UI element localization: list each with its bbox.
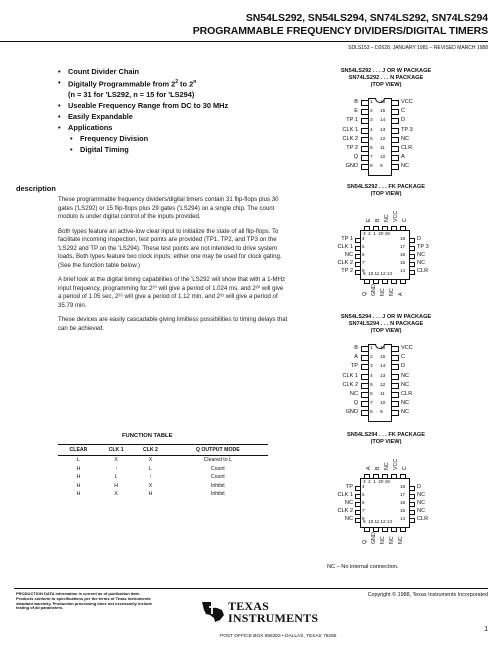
nc-note: NC – No internal connection. <box>327 564 399 570</box>
dip-pin-number: 4 <box>370 127 373 133</box>
dip-pin-label: NC <box>401 381 410 388</box>
dip-pin-label: E <box>354 108 358 115</box>
fk-pin <box>355 254 360 259</box>
fk-pin-number: 6 <box>362 252 365 257</box>
copyright: Copyright © 1988, Texas Instruments Incorporated <box>367 592 488 598</box>
fk-right-label: NC <box>417 500 426 506</box>
fk-pin <box>364 528 370 532</box>
feature-subitem: • Digital Timing <box>58 144 293 155</box>
fk-bottom-numbers: 9 10 11 12 13 <box>363 271 393 276</box>
ft-header: Q OUTPUT MODE <box>168 445 268 456</box>
ft-cell: Count <box>210 465 225 472</box>
ft-cell: H <box>148 491 153 498</box>
dip-pin <box>361 109 368 115</box>
fk-pin-number: 14 <box>400 516 406 521</box>
dip-pin-label: VCC <box>401 99 413 105</box>
texas-state-logo-icon <box>200 598 226 624</box>
fk-bottom-numbers: 9 10 11 12 13 <box>363 519 393 524</box>
fk-pin <box>355 518 360 523</box>
pkg3-caption: SN54LS294 . . . J OR W PACKAGE SN74LS294 . . . N PACKAGE (TOP VIEW) <box>340 314 432 334</box>
fk-pin <box>391 528 397 532</box>
fk-left-label: NC <box>344 516 353 522</box>
fk-left-label: CLK 1 <box>337 244 353 250</box>
pkg4-fk-diagram <box>316 444 466 544</box>
dip-pin <box>392 383 399 389</box>
fk-bottom-label: NC <box>398 536 404 544</box>
ft-cell: L <box>77 457 80 463</box>
fk-pin <box>410 246 415 251</box>
fk-pin <box>410 486 415 491</box>
dip-pin-number: 14 <box>380 118 386 124</box>
fk-right-label: CLR <box>417 516 429 522</box>
fk-top-label: NC <box>384 214 390 222</box>
ft-header: CLK 2 <box>133 445 167 456</box>
fk-right-label: NC <box>417 260 426 266</box>
pkg1-dip-diagram <box>316 96 456 176</box>
fk-pin-number: 7 <box>362 508 365 513</box>
fk-top-numbers: 3 2 1 20 19 <box>363 231 390 236</box>
ft-cell: X <box>114 491 118 498</box>
fk-right-label: D <box>417 484 422 490</box>
fk-bottom-label: NC <box>389 536 395 544</box>
dip-pin-label: C <box>401 354 406 361</box>
ft-row <box>58 482 268 491</box>
dip-pin-label: B <box>354 99 358 105</box>
ft-cell: X <box>148 457 153 463</box>
dip-pin-number: 8 <box>370 164 373 170</box>
dip-pin-number: 9 <box>380 410 383 416</box>
dip-pin <box>361 155 368 161</box>
feature-list <box>58 66 293 155</box>
dip-pin-label: NC <box>349 391 358 397</box>
fk-top-label: E <box>366 218 372 222</box>
fk-pin <box>382 528 388 532</box>
ft-cell: L <box>149 465 152 472</box>
dip-pin-number: 5 <box>370 136 373 142</box>
pkg1-caption: SN54LS292 . . . J OR W PACKAGE SN74LS292 . . . N PACKAGE (TOP VIEW) <box>340 68 432 88</box>
fk-bottom-label: A <box>398 292 404 296</box>
fk-pin <box>410 518 415 523</box>
dip-pin <box>392 146 399 152</box>
fk-pin <box>400 226 406 230</box>
fk-pin <box>410 254 415 259</box>
dip-pin-number: 16 <box>380 346 386 351</box>
dip-pin-label: A <box>401 154 405 161</box>
dip-pin-label: CLK 1 <box>342 126 358 133</box>
fk-top-label: C <box>402 218 408 222</box>
ft-cell: H <box>76 465 81 472</box>
feature-item: • Applications <box>58 122 293 133</box>
dip-pin <box>392 118 399 124</box>
ft-row <box>58 456 268 465</box>
fk-pin-number: 15 <box>400 508 406 513</box>
fk-pin <box>410 238 415 243</box>
mailing-address: POST OFFICE BOX 655303 • DALLAS, TEXAS 75265 <box>220 634 337 639</box>
page-number: 1 <box>484 626 488 633</box>
dip-pin-number: 4 <box>370 373 373 379</box>
dip-pin-label: NC <box>401 135 410 142</box>
fk-top-label: B <box>375 218 381 222</box>
dip-pin-label: NC <box>401 409 410 416</box>
dip-pin-label: D <box>401 363 406 370</box>
dip-pin <box>361 410 368 416</box>
dip-pin-number: 10 <box>380 155 386 161</box>
fk-pin-number: 4 <box>362 236 365 241</box>
title-line-1: SN54LS292, SN54LS294, SN74LS292, SN74LS294 <box>245 12 488 24</box>
ti-logo-text: TEXAS INSTRUMENTS <box>228 599 319 625</box>
fk-pin-number: 14 <box>400 268 406 273</box>
fk-bottom-label: NC <box>389 288 395 296</box>
ft-cell: X <box>148 482 153 489</box>
ft-row <box>58 490 268 499</box>
fk-pin <box>355 262 360 267</box>
fk-left-label: TP <box>345 484 353 490</box>
fk-bottom-label: GND <box>371 284 377 296</box>
fk-left-label: TP 1 <box>341 236 353 242</box>
fk-left-label: CLK 2 <box>337 508 353 514</box>
dip-pin <box>392 346 399 352</box>
fk-right-label: TP 3 <box>417 244 429 250</box>
fk-pin-number: 5 <box>362 244 365 249</box>
document-reference: SDLS153 – D2628, JANUARY 1981 – REVISED MARCH 1988 <box>348 45 488 51</box>
fk-pin <box>400 528 406 532</box>
fk-pin-number: 8 <box>362 516 365 521</box>
dip-pin-label: TP 2 <box>346 145 358 151</box>
fk-top-label: VCC <box>393 458 399 470</box>
fk-pin <box>355 486 360 491</box>
fk-left-label: NC <box>344 252 353 258</box>
feature-item: • Useable Frequency Range from DC to 30 MHz <box>58 100 293 111</box>
fk-bottom-label: NC <box>380 288 386 296</box>
fk-pin <box>382 226 388 230</box>
dip-pin <box>392 374 399 380</box>
ft-cell: Cleared to L <box>203 457 232 463</box>
ft-header: CLEAR <box>58 445 99 456</box>
ft-cell: L <box>114 474 118 481</box>
function-table <box>58 444 268 499</box>
pkg3-dip-diagram <box>316 342 456 422</box>
ft-cell: ↑ <box>149 474 152 481</box>
fk-right-label: NC <box>417 492 426 498</box>
fk-pin <box>410 502 415 507</box>
fk-pin <box>355 238 360 243</box>
dip-pin <box>392 164 399 170</box>
fk-right-label: NC <box>417 508 426 514</box>
fk-bottom-label: Q <box>362 291 368 296</box>
title-line-2: PROGRAMMABLE FREQUENCY DIVIDERS/DIGITAL TIMERS <box>192 25 488 37</box>
dip-pin <box>392 401 399 407</box>
dip-pin-number: 7 <box>370 401 373 407</box>
dip-pin-label: CLK 1 <box>342 372 358 379</box>
fk-pin <box>355 270 360 275</box>
dip-pin-number: 7 <box>370 155 373 161</box>
ft-cell: Inhibit <box>210 482 225 489</box>
dip-pin <box>392 128 399 134</box>
fk-top-label: NC <box>384 462 390 470</box>
dip-pin-label: GND <box>345 409 358 416</box>
fk-pin <box>400 474 406 478</box>
footer-rule <box>14 588 488 589</box>
dip-pin-label: VCC <box>401 345 413 351</box>
dip-pin-label: TP 1 <box>346 117 358 124</box>
fk-pin <box>364 280 370 284</box>
dip-pin-label: CLR <box>401 391 413 397</box>
dip-pin-label: A <box>354 354 358 361</box>
dip-pin <box>361 146 368 152</box>
fk-pin <box>364 474 370 478</box>
fk-pin <box>391 280 397 284</box>
dip-pin <box>361 164 368 170</box>
dip-pin <box>361 392 368 398</box>
ft-cell: H <box>76 474 81 481</box>
ft-cell: H <box>76 482 81 489</box>
dip-pin-number: 15 <box>380 109 386 115</box>
fk-pin-number: 18 <box>400 484 406 489</box>
dip-pin <box>361 346 368 352</box>
fk-pin <box>410 510 415 515</box>
fk-top-label: C <box>402 466 408 470</box>
dip-pin <box>392 109 399 115</box>
dip-pin-number: 16 <box>380 100 386 105</box>
ft-row <box>58 473 268 482</box>
feature-item: • Count Divider Chain <box>58 66 293 77</box>
fk-right-label: D <box>417 236 422 242</box>
description-paragraph: A brief look at the digital timing capabilities of the 'LS292 will show that with a 1-MHz input frequency, programming for 2¹⁰ will give a period of 1.024 ms, and 2²⁰ will give a period of 1.05 sec, 2²⁶ will give a period of 1.12 min, and 2³¹ will give a period of 35.79 min. <box>58 276 286 309</box>
fk-pin-number: 6 <box>362 500 365 505</box>
fk-bottom-label: Q <box>362 539 368 544</box>
dip-pin-number: 3 <box>370 118 373 124</box>
feature-item: • Digitally Programmable from $2^2$ to 2$^n$ <box>58 77 293 89</box>
dip-pin <box>361 401 368 407</box>
dip-pin-number: 12 <box>380 382 386 388</box>
dip-pin-label: CLK 2 <box>342 135 358 142</box>
fk-pin <box>355 494 360 499</box>
fk-top-label: A <box>366 466 372 470</box>
fk-pin <box>382 280 388 284</box>
fk-pin <box>400 280 406 284</box>
dip-pin <box>392 364 399 370</box>
feature-item-cont: (n = 31 for 'LS292, n = 15 for 'LS294) <box>68 90 195 100</box>
dip-pin <box>392 392 399 398</box>
dip-pin <box>392 100 399 106</box>
fk-pin-number: 17 <box>400 492 406 497</box>
dip-pin <box>361 118 368 124</box>
pkg2-fk-diagram <box>316 196 466 296</box>
dip-pin-number: 1 <box>370 346 373 351</box>
dip-pin-label: B <box>354 345 358 351</box>
fk-pin <box>382 474 388 478</box>
dip-pin-label: NC <box>401 163 410 170</box>
ft-cell: Count <box>210 474 225 481</box>
ft-header: CLK 1 <box>99 445 133 456</box>
fk-pin <box>355 510 360 515</box>
ft-cell: H <box>114 482 118 489</box>
fk-pin-number: 16 <box>400 500 406 505</box>
function-table-title: FUNCTION TABLE <box>122 433 173 439</box>
fk-pin-number: 18 <box>400 236 406 241</box>
fk-right-label: NC <box>417 252 426 258</box>
description-paragraph: Both types feature an active-low clear input to initialize the state of all flip-flops. To facilitate incoming inspection, test points are provided (TP1, TP2, and TP3 on the 'LS292 and TP on the 'LS294). These test points are not intended to drive system loads. Both types feature two clock inputs; either one may be used for clock gating. (See the function table below.) <box>58 227 282 269</box>
dip-pin <box>361 374 368 380</box>
dip-pin-number: 9 <box>380 164 383 170</box>
fk-pin-number: 8 <box>362 268 365 273</box>
fk-pin <box>391 226 397 230</box>
feature-item: • Easily Expandable <box>58 111 293 122</box>
ft-cell: X <box>114 457 118 463</box>
fk-pin <box>373 474 379 478</box>
pkg4-caption: SN54LS294 . . . FK PACKAGE (TOP VIEW) <box>347 432 425 445</box>
dip-pin <box>361 100 368 106</box>
dip-pin-number: 13 <box>380 373 386 379</box>
dip-pin-label: Q <box>353 154 358 161</box>
dip-pin-label: NC <box>401 372 410 379</box>
fk-left-label: NC <box>344 500 353 506</box>
dip-pin <box>392 355 399 361</box>
fk-pin <box>391 474 397 478</box>
description-paragraph: These programmable frequency dividers/digital timers contain 31 flip-flops plus 30 gates ('LS292) or 15 flip-flops plus 29 gates ('LS294) on a single chip. The count modulo is under digital control of the inputs provided. <box>58 196 279 220</box>
fk-top-label: B <box>375 466 381 470</box>
dip-pin <box>392 410 399 416</box>
dip-pin-number: 8 <box>370 410 373 416</box>
fk-left-label: TP 2 <box>341 268 353 274</box>
dip-pin-number: 6 <box>370 146 373 151</box>
dip-pin-label: GND <box>345 163 358 170</box>
dip-pin-number: 14 <box>380 364 386 370</box>
dip-pin-number: 6 <box>370 392 373 397</box>
ft-cell: H <box>76 491 81 498</box>
dip-pin-number: 3 <box>370 364 373 370</box>
ft-cell: ↑ <box>114 465 118 472</box>
fk-pin <box>410 494 415 499</box>
dip-pin-label: TP <box>350 363 358 370</box>
fk-bottom-label: NC <box>380 536 386 544</box>
fk-pin <box>364 226 370 230</box>
dip-pin-number: 13 <box>380 127 386 133</box>
fk-left-label: CLK 1 <box>337 492 353 498</box>
description-body <box>58 196 288 339</box>
dip-pin-number: 15 <box>380 355 386 361</box>
fk-right-label: CLR <box>417 268 429 274</box>
fk-left-label: CLK 2 <box>337 260 353 266</box>
dip-pin-label: CLR <box>401 145 413 151</box>
dip-pin <box>361 137 368 143</box>
dip-pin-label: D <box>401 117 406 124</box>
dip-pin-number: 10 <box>380 401 386 407</box>
ft-cell: Inhibit <box>210 491 225 498</box>
ft-row <box>58 465 268 474</box>
fk-pin-number: 17 <box>400 244 406 249</box>
fk-pin-number: 7 <box>362 260 365 265</box>
dip-pin-label: CLK 2 <box>342 381 358 388</box>
dip-pin <box>392 137 399 143</box>
dip-pin-number: 2 <box>370 355 373 361</box>
fk-pin <box>355 502 360 507</box>
fk-pin-number: 16 <box>400 252 406 257</box>
dip-pin <box>361 128 368 134</box>
dip-pin-number: 1 <box>370 100 373 105</box>
description-heading: description <box>16 184 56 193</box>
dip-pin-number: 12 <box>380 136 386 142</box>
dip-pin-label: NC <box>401 400 410 407</box>
production-data-notice: PRODUCTION DATA information is current as of publication date. Products conform to specifications per the terms of Texas Instruments standard warranty. Production processing does not necessarily include testing of all parameters. <box>16 591 152 611</box>
dip-pin <box>392 155 399 161</box>
fk-top-numbers: 3 2 1 20 19 <box>363 479 390 484</box>
fk-pin-number: 15 <box>400 260 406 265</box>
dip-pin-number: 11 <box>380 392 385 397</box>
dip-pin-label: C <box>401 108 406 115</box>
dip-pin-number: 5 <box>370 382 373 388</box>
fk-pin <box>410 262 415 267</box>
fk-pin <box>355 246 360 251</box>
dip-pin <box>361 355 368 361</box>
dip-pin-number: 11 <box>380 146 385 151</box>
feature-subitem: • Frequency Division <box>58 133 293 144</box>
dip-pin <box>361 383 368 389</box>
fk-bottom-label: GND <box>371 532 377 544</box>
fk-pin <box>410 270 415 275</box>
header-rule <box>0 41 488 42</box>
fk-pin-number: 5 <box>362 492 365 497</box>
dip-pin-label: Q <box>353 400 358 407</box>
fk-pin-number: 4 <box>362 484 365 489</box>
dip-pin-number: 2 <box>370 109 373 115</box>
dip-pin <box>361 364 368 370</box>
fk-top-label: VCC <box>393 210 399 222</box>
fk-pin <box>373 226 379 230</box>
dip-pin-label: TP 3 <box>401 126 413 133</box>
description-paragraph: These devices are easily cascadable giving limitless possibilities to timing delays that can be achieved. <box>58 316 288 332</box>
pkg2-caption: SN54LS292 . . . FK PACKAGE (TOP VIEW) <box>347 184 425 197</box>
